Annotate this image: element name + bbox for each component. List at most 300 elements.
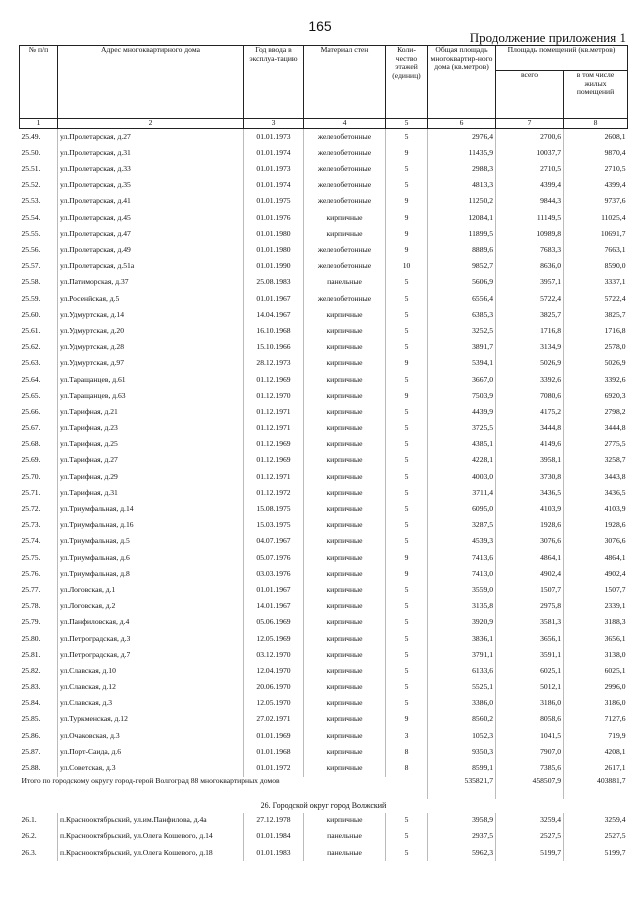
- row-total-area: 7413,6: [428, 550, 496, 566]
- row-number: 25.62.: [21, 342, 41, 352]
- row-floors: 9: [386, 145, 428, 161]
- row-premises-all: 3957,1: [496, 275, 564, 291]
- row-material: кирпичные: [304, 615, 386, 631]
- header-premises-all: всего: [496, 71, 564, 119]
- row-floors: 5: [386, 453, 428, 469]
- row-material: кирпичные: [304, 744, 386, 760]
- table-row: [20, 339, 628, 355]
- row-total-area: 12084,1: [428, 210, 496, 226]
- row-total-area: 3836,1: [428, 631, 496, 647]
- row-premises-residential: 3436,5: [564, 485, 628, 501]
- row-premises-residential: 3656,1: [564, 631, 628, 647]
- row-floors: 9: [386, 242, 428, 258]
- row-year: 01.01.1968: [244, 744, 304, 760]
- table-row: [20, 178, 628, 194]
- row-number: 25.81.: [21, 649, 41, 659]
- row-year: 01.12.1969: [244, 437, 304, 453]
- column-number: 1: [20, 119, 58, 129]
- row-total-area: 5606,9: [428, 275, 496, 291]
- table-row: [20, 161, 628, 177]
- row-number: 25.55.: [21, 228, 41, 238]
- row-floors: 3: [386, 728, 428, 744]
- row-address: ул.Тарифная, д.23: [58, 420, 244, 436]
- row-premises-all: 1716,8: [496, 323, 564, 339]
- row-premises-all: 7385,6: [496, 760, 564, 776]
- table-row: [20, 404, 628, 420]
- column-numbers-row: [20, 119, 628, 129]
- total-premises-all-value: 458507,9: [496, 777, 564, 799]
- row-number: 25.57.: [21, 261, 41, 271]
- row-number: 25.80.: [21, 633, 41, 643]
- row-material: железобетонные: [304, 145, 386, 161]
- row-premises-residential: 2527,5: [564, 829, 628, 845]
- row-premises-all: 5012,1: [496, 679, 564, 695]
- column-number: 6: [428, 119, 496, 129]
- row-year: 01.01.1974: [244, 178, 304, 194]
- row-address: ул.Пролетарская, д.49: [58, 242, 244, 258]
- row-material: кирпичные: [304, 631, 386, 647]
- row-total-area: 8599,1: [428, 760, 496, 776]
- row-floors: 9: [386, 194, 428, 210]
- table-row: [20, 550, 628, 566]
- row-address: ул.Патиморская, д.37: [58, 275, 244, 291]
- section-row: [20, 799, 628, 813]
- table-row: [20, 453, 628, 469]
- table-row: [20, 598, 628, 614]
- row-year: 01.01.1976: [244, 210, 304, 226]
- row-number: 26.2.: [21, 831, 37, 841]
- row-premises-residential: 11025,4: [564, 210, 628, 226]
- table-row: [20, 696, 628, 712]
- table-row: [20, 194, 628, 210]
- page-number: 165: [308, 18, 332, 34]
- row-premises-residential: 3444,8: [564, 420, 628, 436]
- row-material: кирпичные: [304, 534, 386, 550]
- row-floors: 5: [386, 598, 428, 614]
- row-premises-residential: 3825,7: [564, 307, 628, 323]
- row-premises-residential: 7663,1: [564, 242, 628, 258]
- row-premises-all: 1928,6: [496, 518, 564, 534]
- row-year: 27.12.1978: [244, 813, 304, 829]
- row-material: кирпичные: [304, 598, 386, 614]
- row-number: 25.59.: [21, 293, 41, 303]
- row-material: кирпичные: [304, 469, 386, 485]
- row-premises-all: 3392,6: [496, 372, 564, 388]
- row-year: 01.12.1969: [244, 372, 304, 388]
- row-address: ул.Очаковская, д.3: [58, 728, 244, 744]
- row-premises-residential: 2996,0: [564, 679, 628, 695]
- table-row: [20, 356, 628, 372]
- row-material: кирпичные: [304, 437, 386, 453]
- table-row: [20, 728, 628, 744]
- row-material: кирпичные: [304, 582, 386, 598]
- row-premises-all: 2700,6: [496, 129, 564, 146]
- row-address: ул.Триумфальная, д.6: [58, 550, 244, 566]
- row-floors: 5: [386, 485, 428, 501]
- row-floors: 5: [386, 372, 428, 388]
- row-address: ул.Удмуртская, д.14: [58, 307, 244, 323]
- row-number: 25.84.: [21, 698, 41, 708]
- row-year: 01.01.1974: [244, 145, 304, 161]
- row-year: 14.04.1967: [244, 307, 304, 323]
- row-address: ул.Триумфальная, д.8: [58, 566, 244, 582]
- row-floors: 9: [386, 226, 428, 242]
- row-total-area: 3958,9: [428, 813, 496, 829]
- row-floors: 5: [386, 339, 428, 355]
- row-premises-all: 3825,7: [496, 307, 564, 323]
- housing-table: [19, 45, 628, 861]
- row-total-area: 8889,6: [428, 242, 496, 258]
- row-material: кирпичные: [304, 307, 386, 323]
- column-number: 7: [496, 119, 564, 129]
- row-floors: 5: [386, 663, 428, 679]
- row-year: 01.01.1984: [244, 829, 304, 845]
- row-number: 25.58.: [21, 277, 41, 287]
- row-premises-all: 3186,0: [496, 696, 564, 712]
- row-year: 12.05.1970: [244, 696, 304, 712]
- row-total-area: 5962,3: [428, 845, 496, 861]
- header-floors: Коли-чество этажей (единиц): [386, 46, 428, 119]
- row-material: кирпичные: [304, 663, 386, 679]
- row-material: панельные: [304, 829, 386, 845]
- row-premises-all: 4149,6: [496, 437, 564, 453]
- column-number: 5: [386, 119, 428, 129]
- row-premises-residential: 4399,4: [564, 178, 628, 194]
- table-row: [20, 388, 628, 404]
- table-row: [20, 291, 628, 307]
- row-premises-residential: 10691,7: [564, 226, 628, 242]
- row-premises-residential: 3259,4: [564, 813, 628, 829]
- row-material: кирпичные: [304, 501, 386, 517]
- row-address: ул.Пролетарская, д.31: [58, 145, 244, 161]
- row-total-area: 7413,0: [428, 566, 496, 582]
- row-material: кирпичные: [304, 453, 386, 469]
- row-year: 28.12.1973: [244, 356, 304, 372]
- row-total-area: 5525,1: [428, 679, 496, 695]
- table-body: [20, 129, 628, 777]
- row-premises-all: 1507,7: [496, 582, 564, 598]
- row-number: 25.77.: [21, 584, 41, 594]
- row-floors: 5: [386, 813, 428, 829]
- row-number: 25.54.: [21, 212, 41, 222]
- row-number: 25.63.: [21, 358, 41, 368]
- row-address: ул.Пролетарская, д.47: [58, 226, 244, 242]
- row-premises-all: 3444,8: [496, 420, 564, 436]
- row-material: панельные: [304, 845, 386, 861]
- row-premises-all: 9844,3: [496, 194, 564, 210]
- row-premises-residential: 2775,5: [564, 437, 628, 453]
- row-year: 16.10.1968: [244, 323, 304, 339]
- row-material: панельные: [304, 275, 386, 291]
- table-row: [20, 145, 628, 161]
- table-body-second: [20, 813, 628, 862]
- row-floors: 5: [386, 534, 428, 550]
- row-number: 25.65.: [21, 390, 41, 400]
- row-number: 25.76.: [21, 568, 41, 578]
- table-row: [20, 437, 628, 453]
- row-premises-residential: 7127,6: [564, 712, 628, 728]
- row-premises-all: 5199,7: [496, 845, 564, 861]
- row-material: кирпичные: [304, 566, 386, 582]
- row-floors: 5: [386, 845, 428, 861]
- row-material: кирпичные: [304, 404, 386, 420]
- row-premises-all: 7683,3: [496, 242, 564, 258]
- row-number: 25.71.: [21, 487, 41, 497]
- row-total-area: 2976,4: [428, 129, 496, 146]
- row-year: 27.02.1971: [244, 712, 304, 728]
- row-year: 01.01.1973: [244, 161, 304, 177]
- row-floors: 5: [386, 420, 428, 436]
- row-total-area: 4439,9: [428, 404, 496, 420]
- row-number: 25.61.: [21, 325, 41, 335]
- row-address: п.Краснооктябрьский, ул.Олега Кошевого, д.18: [58, 845, 244, 861]
- row-number: 25.68.: [21, 439, 41, 449]
- row-floors: 10: [386, 259, 428, 275]
- row-premises-residential: 4902,4: [564, 566, 628, 582]
- row-material: кирпичные: [304, 210, 386, 226]
- header-num: № п/п: [20, 46, 58, 119]
- table-row: [20, 829, 628, 845]
- row-year: 05.07.1976: [244, 550, 304, 566]
- table-row: [20, 210, 628, 226]
- row-number: 25.67.: [21, 423, 41, 433]
- table-row: [20, 275, 628, 291]
- row-premises-all: 8636,0: [496, 259, 564, 275]
- table-row: [20, 566, 628, 582]
- row-year: 03.03.1976: [244, 566, 304, 582]
- row-address: ул.Порт-Саида, д.6: [58, 744, 244, 760]
- row-address: ул.Славская, д.12: [58, 679, 244, 695]
- row-address: ул.Логовская, д.1: [58, 582, 244, 598]
- total-area-value: 535821,7: [428, 777, 496, 799]
- row-premises-all: 2527,5: [496, 829, 564, 845]
- row-number: 25.56.: [21, 245, 41, 255]
- row-address: ул.Тарифная, д.27: [58, 453, 244, 469]
- row-total-area: 3711,4: [428, 485, 496, 501]
- row-material: кирпичные: [304, 712, 386, 728]
- row-material: кирпичные: [304, 339, 386, 355]
- row-number: 25.69.: [21, 455, 41, 465]
- row-premises-residential: 5026,9: [564, 356, 628, 372]
- row-number: 25.86.: [21, 730, 41, 740]
- table-row: [20, 129, 628, 146]
- column-number: 2: [58, 119, 244, 129]
- row-floors: 8: [386, 744, 428, 760]
- row-total-area: 4813,3: [428, 178, 496, 194]
- row-total-area: 3252,5: [428, 323, 496, 339]
- row-year: 04.07.1967: [244, 534, 304, 550]
- row-premises-all: 7080,6: [496, 388, 564, 404]
- row-premises-residential: 1507,7: [564, 582, 628, 598]
- row-number: 25.52.: [21, 180, 41, 190]
- row-address: ул.Таращанцев, д.63: [58, 388, 244, 404]
- row-premises-all: 4864,1: [496, 550, 564, 566]
- row-premises-residential: 9737,6: [564, 194, 628, 210]
- row-address: ул.Тарифная, д.21: [58, 404, 244, 420]
- row-number: 26.1.: [21, 815, 37, 825]
- row-material: кирпичные: [304, 550, 386, 566]
- row-material: железобетонные: [304, 178, 386, 194]
- row-premises-all: 8058,6: [496, 712, 564, 728]
- row-premises-all: 2710,5: [496, 161, 564, 177]
- row-premises-all: 3076,6: [496, 534, 564, 550]
- row-address: ул.Удмуртская, д.28: [58, 339, 244, 355]
- row-year: 01.12.1971: [244, 420, 304, 436]
- row-premises-all: 3436,5: [496, 485, 564, 501]
- row-number: 25.78.: [21, 601, 41, 611]
- row-material: кирпичные: [304, 696, 386, 712]
- header-material: Материал стен: [304, 46, 386, 119]
- row-address: ул.Панфиловская, д.4: [58, 615, 244, 631]
- header-premises-residential: в том числе жилых помещений: [564, 71, 628, 119]
- row-material: кирпичные: [304, 485, 386, 501]
- row-premises-residential: 1928,6: [564, 518, 628, 534]
- row-floors: 5: [386, 501, 428, 517]
- table-row: [20, 760, 628, 776]
- row-material: кирпичные: [304, 226, 386, 242]
- row-number: 25.50.: [21, 147, 41, 157]
- row-year: 01.01.1973: [244, 129, 304, 146]
- row-year: 01.01.1990: [244, 259, 304, 275]
- table-header: [20, 46, 628, 129]
- row-address: ул.Удмуртская, д.97: [58, 356, 244, 372]
- row-material: кирпичные: [304, 647, 386, 663]
- row-number: 25.87.: [21, 746, 41, 756]
- row-premises-all: 4902,4: [496, 566, 564, 582]
- table-row: [20, 226, 628, 242]
- row-material: железобетонные: [304, 161, 386, 177]
- row-number: 25.66.: [21, 406, 41, 416]
- row-premises-residential: 719,9: [564, 728, 628, 744]
- row-year: 01.12.1971: [244, 469, 304, 485]
- row-floors: 5: [386, 178, 428, 194]
- row-premises-residential: 6025,1: [564, 663, 628, 679]
- row-premises-all: 3656,1: [496, 631, 564, 647]
- row-year: 01.01.1969: [244, 728, 304, 744]
- row-number: 25.53.: [21, 196, 41, 206]
- section-title: 26. Городской округ город Волжский: [260, 800, 387, 810]
- row-year: 01.01.1980: [244, 226, 304, 242]
- row-floors: 5: [386, 404, 428, 420]
- row-year: 01.01.1983: [244, 845, 304, 861]
- row-total-area: 8560,2: [428, 712, 496, 728]
- row-year: 15.03.1975: [244, 518, 304, 534]
- row-premises-all: 3134,9: [496, 339, 564, 355]
- row-number: 25.83.: [21, 682, 41, 692]
- row-address: ул.Пролетарская, д.41: [58, 194, 244, 210]
- row-address: ул.Тарифная, д.31: [58, 485, 244, 501]
- column-number: 4: [304, 119, 386, 129]
- row-address: ул.Логовская, д.2: [58, 598, 244, 614]
- row-year: 12.04.1970: [244, 663, 304, 679]
- row-address: ул.Славская, д.10: [58, 663, 244, 679]
- row-total-area: 9350,3: [428, 744, 496, 760]
- row-premises-residential: 6920,3: [564, 388, 628, 404]
- table-row: [20, 323, 628, 339]
- row-address: ул.Пролетарская, д.35: [58, 178, 244, 194]
- row-total-area: 4385,1: [428, 437, 496, 453]
- row-premises-residential: 4103,9: [564, 501, 628, 517]
- row-premises-all: 4399,4: [496, 178, 564, 194]
- total-section: [20, 777, 628, 813]
- row-year: 01.01.1967: [244, 291, 304, 307]
- table-row: [20, 242, 628, 258]
- row-premises-all: 11149,5: [496, 210, 564, 226]
- row-total-area: 4003,0: [428, 469, 496, 485]
- row-number: 25.64.: [21, 374, 41, 384]
- row-address: п.Краснооктябрьский, ул.Олега Кошевого, д.14: [58, 829, 244, 845]
- row-address: ул.Тарифная, д.29: [58, 469, 244, 485]
- row-address: ул.Пролетарская, д.27: [58, 129, 244, 146]
- row-floors: 9: [386, 388, 428, 404]
- table-row: [20, 744, 628, 760]
- table-row: [20, 307, 628, 323]
- header-total-area: Общая площадь многоквартир-ного дома (кв.метров): [428, 46, 496, 119]
- row-total-area: 3791,1: [428, 647, 496, 663]
- row-total-area: 3559,0: [428, 582, 496, 598]
- row-premises-all: 10037,7: [496, 145, 564, 161]
- row-premises-residential: 9870,4: [564, 145, 628, 161]
- total-premises-residential-value: 403881,7: [564, 777, 628, 799]
- row-premises-residential: 4208,1: [564, 744, 628, 760]
- row-total-area: 5394,1: [428, 356, 496, 372]
- row-material: кирпичные: [304, 813, 386, 829]
- row-number: 25.72.: [21, 504, 41, 514]
- row-premises-all: 6025,1: [496, 663, 564, 679]
- column-number: 8: [564, 119, 628, 129]
- row-premises-all: 4103,9: [496, 501, 564, 517]
- total-label: Итого по городскому округу город-герой Волгоград 88 многоквартирных домов: [21, 776, 280, 785]
- row-floors: 5: [386, 129, 428, 146]
- header-premises-area: Площадь помещений (кв.метров): [496, 46, 628, 71]
- row-year: 15.08.1975: [244, 501, 304, 517]
- row-material: кирпичные: [304, 760, 386, 776]
- table-row: [20, 712, 628, 728]
- row-address: ул.Триумфальная, д.14: [58, 501, 244, 517]
- row-number: 25.88.: [21, 763, 41, 773]
- row-address: ул.Славская, д.3: [58, 696, 244, 712]
- row-year: 20.06.1970: [244, 679, 304, 695]
- row-premises-all: 5026,9: [496, 356, 564, 372]
- row-total-area: 9852,7: [428, 259, 496, 275]
- row-total-area: 3920,9: [428, 615, 496, 631]
- row-floors: 5: [386, 161, 428, 177]
- row-premises-residential: 8590,0: [564, 259, 628, 275]
- row-premises-residential: 3138,0: [564, 647, 628, 663]
- row-floors: 5: [386, 829, 428, 845]
- row-year: 12.05.1969: [244, 631, 304, 647]
- row-premises-residential: 3392,6: [564, 372, 628, 388]
- row-premises-residential: 2339,1: [564, 598, 628, 614]
- row-address: ул.Петроградская, д.7: [58, 647, 244, 663]
- row-total-area: 3891,7: [428, 339, 496, 355]
- row-number: 25.75.: [21, 552, 41, 562]
- total-row: [20, 777, 628, 799]
- row-material: кирпичные: [304, 356, 386, 372]
- row-number: 25.74.: [21, 536, 41, 546]
- row-floors: 5: [386, 679, 428, 695]
- row-floors: 5: [386, 631, 428, 647]
- row-premises-residential: 5199,7: [564, 845, 628, 861]
- row-floors: 5: [386, 307, 428, 323]
- row-address: ул.Туркменская, д.12: [58, 712, 244, 728]
- row-floors: 5: [386, 291, 428, 307]
- table-row: [20, 518, 628, 534]
- row-total-area: 3386,0: [428, 696, 496, 712]
- row-number: 25.70.: [21, 471, 41, 481]
- row-material: кирпичные: [304, 388, 386, 404]
- row-year: 01.12.1971: [244, 404, 304, 420]
